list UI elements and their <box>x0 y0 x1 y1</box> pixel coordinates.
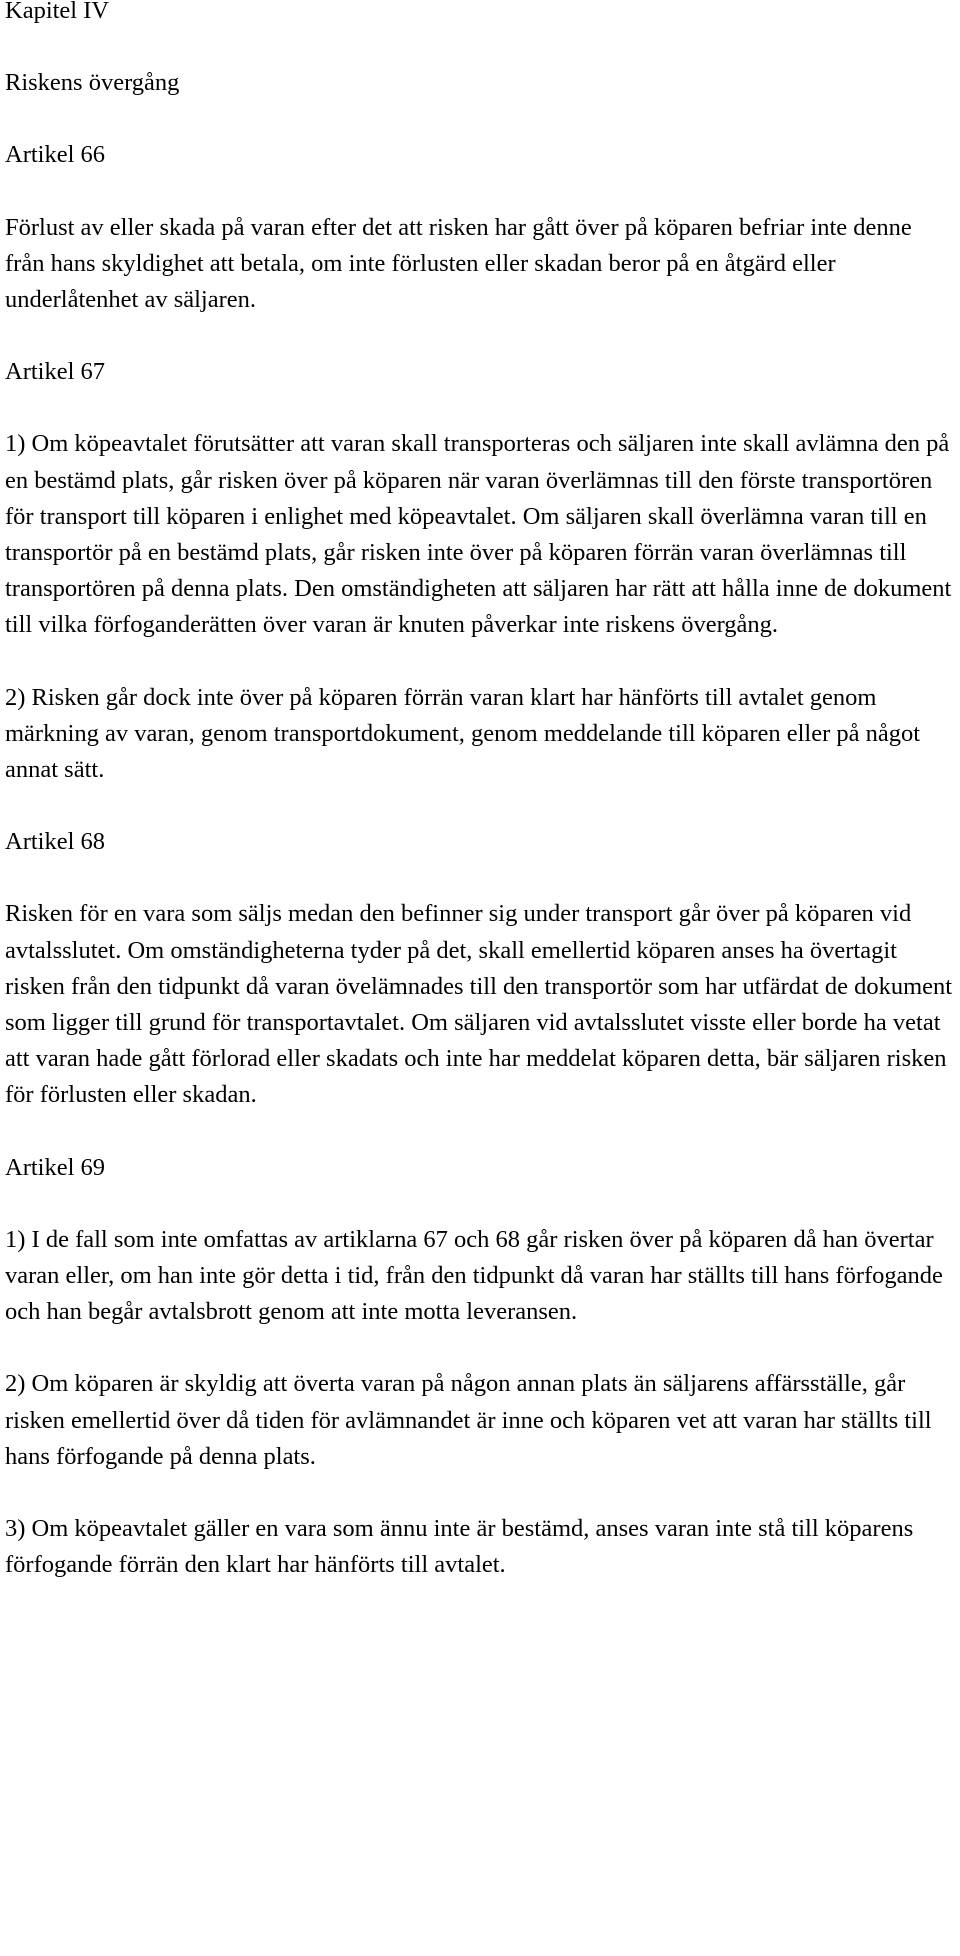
article-67-heading: Artikel 67 <box>5 358 106 386</box>
article-68-paragraph: Risken för en vara som säljs medan den befinner sig under transport går över på köparen vid avtalsslutet. Om omständigheterna tyder på det, skall emellertid köparen anses ha övertagit risken från den tidpunkt då varan övelämnades till den transportör som har utfärdat de dokument som ligger till grund för transportavtalet. Om säljaren vid avtalsslutet visste eller borde ha vetat att varan hade gått förlorad eller skadats och inte har meddelat köparen detta, bär säljaren risken för förlusten eller skadan. <box>5 900 953 1109</box>
article-69-paragraph-1: 1) I de fall som inte omfattas av artiklarna 67 och 68 går risken över på köparen då han övertar varan eller, om han inte gör detta i tid, från den tidpunkt då varan har ställts till hans förfogande och han begår avtalsbrott genom att inte motta leveransen. <box>5 1225 943 1326</box>
article-66-paragraph: Förlust av eller skada på varan efter det att risken har gått över på köparen befriar inte denne från hans skyldighet att betala, om inte förlusten eller skadan beror på en åtgärd eller underlåtenhet av säljaren. <box>5 213 912 314</box>
article-69-heading: Artikel 69 <box>5 1153 106 1181</box>
article-69-paragraph-3: 3) Om köpeavtalet gäller en vara som ännu inte är bestämd, anses varan inte stå till köparens förfogande förrän den klart har hänförts till avtalet. <box>5 1515 914 1579</box>
document-page <box>5 0 955 1584</box>
chapter-title: Riskens övergång <box>5 69 180 97</box>
article-67-paragraph-2: 2) Risken går dock inte över på köparen förrän varan klart har hänförts till avtalet genom märkning av varan, genom transportdokument, genom meddelande till köparen eller på något annat sätt. <box>5 683 921 784</box>
article-68-heading: Artikel 68 <box>5 828 106 856</box>
article-66-heading: Artikel 66 <box>5 141 106 169</box>
chapter-number: Kapitel IV <box>5 0 110 24</box>
article-67-paragraph-1: 1) Om köpeavtalet förutsätter att varan skall transporteras och säljaren inte skall avlämna den på en bestämd plats, går risken över på köparen när varan överlämnas till den förste transportören för transport till köparen i enlighet med köpeavtalet. Om säljaren skall överlämna varan till en transportör på en bestämd plats, går risken inte över på köparen förrän varan överlämnas till transportören på denna plats. Den omständigheten att säljaren har rätt att hålla inne de dokument till vilka förfoganderätten över varan är knuten påverkar inte riskens övergång. <box>5 430 952 639</box>
article-69-paragraph-2: 2) Om köparen är skyldig att överta varan på någon annan plats än säljarens affärsställe, går risken emellertid över då tiden för avlämnandet är inne och köparen vet att varan har ställts till hans förfogande på denna plats. <box>5 1370 932 1470</box>
